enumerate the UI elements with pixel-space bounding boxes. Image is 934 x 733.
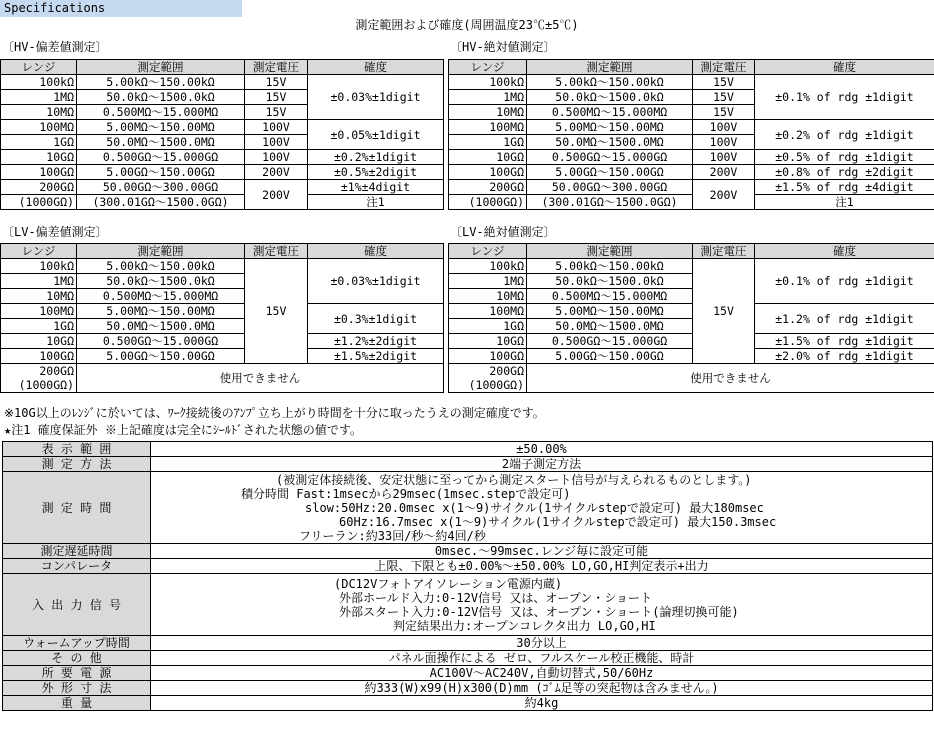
time-line: 積分時間 Fast:1msecから29msec(1msec.stepで設定可) bbox=[241, 486, 571, 501]
volt-cell: 15V bbox=[245, 105, 308, 120]
range-cell: 10GΩ bbox=[449, 334, 527, 349]
acc-cell: ±1.5% of rdg ±1digit bbox=[755, 334, 934, 349]
header-range: レンジ bbox=[1, 60, 77, 75]
header-meas: 測定範囲 bbox=[527, 244, 693, 259]
spec-label: そ の 他 bbox=[3, 651, 151, 666]
meas-cell: 0.500GΩ～15.000GΩ bbox=[77, 150, 245, 165]
table-row bbox=[1, 304, 444, 319]
range-cell: 1MΩ bbox=[449, 274, 527, 289]
range-cell bbox=[1, 364, 77, 393]
lv-abs-label: 〔LV-絶対値測定〕 bbox=[450, 225, 556, 239]
hv-diff-table bbox=[0, 59, 444, 210]
volt-cell: 100V bbox=[693, 135, 755, 150]
meas-cell: 5.00GΩ～150.00GΩ bbox=[527, 165, 693, 180]
acc-cell: ±1.2% of rdg ±1digit bbox=[755, 304, 934, 334]
range-cell: 100kΩ bbox=[1, 75, 77, 90]
table-row bbox=[449, 120, 934, 135]
range-cell: 10GΩ bbox=[1, 334, 77, 349]
volt-cell: 200V bbox=[693, 180, 755, 210]
spec-row-time bbox=[3, 472, 933, 544]
table-row bbox=[449, 150, 934, 165]
hv-abs-table bbox=[448, 59, 934, 210]
meas-cell: 5.00MΩ～150.00MΩ bbox=[527, 120, 693, 135]
table-row bbox=[1, 349, 444, 364]
meas-cell: 5.00MΩ～150.00MΩ bbox=[77, 304, 245, 319]
volt-cell: 15V bbox=[693, 90, 755, 105]
meas-cell: (300.01GΩ～1500.0GΩ) bbox=[77, 195, 245, 210]
meas-cell: 5.00kΩ～150.00kΩ bbox=[527, 259, 693, 274]
range-cell: 10MΩ bbox=[449, 289, 527, 304]
acc-cell: 注1 bbox=[308, 195, 444, 210]
acc-cell: ±1.5%±2digit bbox=[308, 349, 444, 364]
spec-row-power bbox=[3, 666, 933, 681]
header-range: レンジ bbox=[449, 60, 527, 75]
spec-value: 約333(W)x99(H)x300(D)mm (ｺﾞﾑ足等の突起物は含みません。) bbox=[151, 681, 933, 696]
acc-cell: ±0.03%±1digit bbox=[308, 259, 444, 304]
hv-diff-label: 〔HV-偏差値測定〕 bbox=[2, 40, 108, 54]
range-cell: 1MΩ bbox=[1, 274, 77, 289]
meas-cell: 5.00GΩ～150.00GΩ bbox=[77, 349, 245, 364]
table-row bbox=[1, 364, 444, 393]
meas-cell: 5.00MΩ～150.00MΩ bbox=[77, 120, 245, 135]
table-row bbox=[1, 195, 444, 210]
spec-label: 表 示 範 囲 bbox=[3, 442, 151, 457]
unusable-cell: 使用できません bbox=[527, 364, 934, 393]
meas-cell: (300.01GΩ～1500.0GΩ) bbox=[527, 195, 693, 210]
table-row bbox=[449, 180, 934, 195]
range-cell: 200GΩ bbox=[1, 180, 77, 195]
range-cell: (1000GΩ) bbox=[449, 195, 527, 210]
volt-cell: 15V bbox=[693, 105, 755, 120]
meas-cell: 5.00MΩ～150.00MΩ bbox=[527, 304, 693, 319]
meas-cell: 0.500GΩ～15.000GΩ bbox=[527, 150, 693, 165]
range-cell: (1000GΩ) bbox=[1, 195, 77, 210]
range-cell: 100kΩ bbox=[449, 259, 527, 274]
table-row bbox=[449, 259, 934, 274]
spec-row-other bbox=[3, 651, 933, 666]
table-row bbox=[1, 180, 444, 195]
spec-row-comparator bbox=[3, 559, 933, 574]
meas-cell: 5.00kΩ～150.00kΩ bbox=[77, 259, 245, 274]
meas-cell: 50.0kΩ～1500.0kΩ bbox=[527, 90, 693, 105]
note-accuracy: ★注1 確度保証外 ※上記確度は完全にｼｰﾙﾄﾞされた状態の値です。 bbox=[4, 423, 362, 437]
general-spec-table bbox=[2, 441, 933, 711]
table-row bbox=[449, 364, 934, 393]
spec-label: ウォームアップ時間 bbox=[3, 636, 151, 651]
volt-cell: 15V bbox=[245, 90, 308, 105]
range-cell: 1GΩ bbox=[1, 135, 77, 150]
range-cell: 1MΩ bbox=[449, 90, 527, 105]
table-row bbox=[1, 259, 444, 274]
range-cell: 1GΩ bbox=[1, 319, 77, 334]
range-cell: 10MΩ bbox=[1, 105, 77, 120]
volt-cell: 15V bbox=[245, 75, 308, 90]
table-row bbox=[449, 334, 934, 349]
meas-cell: 0.500MΩ～15.000MΩ bbox=[527, 105, 693, 120]
spec-label: 外 形 寸 法 bbox=[3, 681, 151, 696]
range-cell: 1GΩ bbox=[449, 319, 527, 334]
range-200g: 200GΩ bbox=[489, 364, 524, 378]
spec-label: 測定遅延時間 bbox=[3, 544, 151, 559]
volt-cell: 200V bbox=[245, 180, 308, 210]
spec-label: コンパレータ bbox=[3, 559, 151, 574]
range-cell: 100MΩ bbox=[449, 120, 527, 135]
unusable-cell: 使用できません bbox=[77, 364, 444, 393]
header-range: レンジ bbox=[1, 244, 77, 259]
lv-diff-label: 〔LV-偏差値測定〕 bbox=[2, 225, 108, 239]
time-line: slow:50Hz:20.0msec x(1～9)サイクル(1サイクルstepで設定可) 最大180msec bbox=[305, 500, 764, 515]
meas-cell: 50.0kΩ～1500.0kΩ bbox=[77, 90, 245, 105]
spec-row-method bbox=[3, 457, 933, 472]
acc-cell: ±0.5%±2digit bbox=[308, 165, 444, 180]
meas-cell: 5.00kΩ～150.00kΩ bbox=[77, 75, 245, 90]
io-line: 外部ホールド入力:0-12V信号 又は、オープン・ショート bbox=[339, 590, 653, 605]
lv-diff-table bbox=[0, 243, 444, 393]
header-volt: 測定電圧 bbox=[693, 60, 755, 75]
range-cell bbox=[449, 364, 527, 393]
range-200g: 200GΩ bbox=[39, 364, 74, 378]
spec-row-dims bbox=[3, 681, 933, 696]
meas-cell: 5.00kΩ～150.00kΩ bbox=[527, 75, 693, 90]
volt-cell: 200V bbox=[245, 165, 308, 180]
spec-row-display-range bbox=[3, 442, 933, 457]
spec-row-warmup bbox=[3, 636, 933, 651]
io-line: (DC12Vフォトアイソレーション電源内蔵) bbox=[334, 576, 563, 591]
lv-abs-table bbox=[448, 243, 934, 393]
range-1000g: (1000GΩ) bbox=[18, 378, 74, 392]
range-cell: 100GΩ bbox=[1, 165, 77, 180]
range-cell: 200GΩ bbox=[449, 180, 527, 195]
header-volt: 測定電圧 bbox=[245, 60, 308, 75]
table-row bbox=[449, 195, 934, 210]
header-acc: 確度 bbox=[755, 244, 934, 259]
spec-value: 0msec.～99msec.レンジ毎に設定可能 bbox=[151, 544, 933, 559]
range-1000g: (1000GΩ) bbox=[468, 378, 524, 392]
header-meas: 測定範囲 bbox=[77, 244, 245, 259]
hv-abs-label: 〔HV-絶対値測定〕 bbox=[450, 40, 556, 54]
range-cell: 100GΩ bbox=[1, 349, 77, 364]
meas-cell: 50.0kΩ～1500.0kΩ bbox=[77, 274, 245, 289]
meas-cell: 50.0kΩ～1500.0kΩ bbox=[527, 274, 693, 289]
spec-value: ±50.00% bbox=[151, 442, 933, 457]
acc-cell: ±0.5% of rdg ±1digit bbox=[755, 150, 934, 165]
spec-value: AC100V～AC240V,自動切替式,50/60Hz bbox=[151, 666, 933, 681]
table-row bbox=[449, 75, 934, 90]
spec-value: 約4kg bbox=[151, 696, 933, 711]
header-volt: 測定電圧 bbox=[693, 244, 755, 259]
spec-row-delay bbox=[3, 544, 933, 559]
specifications-tab[interactable]: Specifications bbox=[0, 0, 242, 17]
range-cell: 10MΩ bbox=[449, 105, 527, 120]
meas-cell: 0.500GΩ～15.000GΩ bbox=[77, 334, 245, 349]
spec-value: パネル面操作による ゼロ、フルスケール校正機能、時計 bbox=[151, 651, 933, 666]
spec-value bbox=[151, 574, 933, 636]
table-row bbox=[1, 120, 444, 135]
range-cell: 100MΩ bbox=[1, 120, 77, 135]
range-cell: 100GΩ bbox=[449, 349, 527, 364]
acc-cell: ±0.8% of rdg ±2digit bbox=[755, 165, 934, 180]
table-row bbox=[449, 165, 934, 180]
acc-cell: ±0.05%±1digit bbox=[308, 120, 444, 150]
meas-cell: 50.00GΩ～300.00GΩ bbox=[77, 180, 245, 195]
volt-cell: 100V bbox=[245, 150, 308, 165]
acc-cell: ±2.0% of rdg ±1digit bbox=[755, 349, 934, 364]
acc-cell: ±1.2%±2digit bbox=[308, 334, 444, 349]
spec-row-weight bbox=[3, 696, 933, 711]
meas-cell: 50.0MΩ～1500.0MΩ bbox=[527, 135, 693, 150]
table-row bbox=[449, 349, 934, 364]
header-range: レンジ bbox=[449, 244, 527, 259]
acc-cell: ±0.1% of rdg ±1digit bbox=[755, 75, 934, 120]
range-cell: 10GΩ bbox=[1, 150, 77, 165]
meas-cell: 50.0MΩ～1500.0MΩ bbox=[527, 319, 693, 334]
volt-cell: 15V bbox=[693, 259, 755, 364]
range-cell: 10MΩ bbox=[1, 289, 77, 304]
header-acc: 確度 bbox=[755, 60, 934, 75]
spec-label: 重 量 bbox=[3, 696, 151, 711]
io-line: 判定結果出力:オープンコレクタ出力 LO,GO,HI bbox=[393, 618, 656, 633]
spec-value: 2端子測定方法 bbox=[151, 457, 933, 472]
range-cell: 100kΩ bbox=[449, 75, 527, 90]
acc-cell: 注1 bbox=[755, 195, 934, 210]
spec-label: 測 定 時 間 bbox=[3, 472, 151, 544]
header-volt: 測定電圧 bbox=[245, 244, 308, 259]
table-row bbox=[449, 304, 934, 319]
acc-cell: ±0.2% of rdg ±1digit bbox=[755, 120, 934, 150]
spec-label: 所 要 電 源 bbox=[3, 666, 151, 681]
meas-cell: 0.500GΩ～15.000GΩ bbox=[527, 334, 693, 349]
acc-cell: ±0.1% of rdg ±1digit bbox=[755, 259, 934, 304]
header-acc: 確度 bbox=[308, 60, 444, 75]
io-line: 外部スタート入力:0-12V信号 又は、オープン・ショート(論理切換可能) bbox=[339, 604, 739, 619]
volt-cell: 100V bbox=[693, 150, 755, 165]
header-meas: 測定範囲 bbox=[77, 60, 245, 75]
table-row bbox=[1, 165, 444, 180]
spec-label: 入 出 力 信 号 bbox=[3, 574, 151, 636]
spec-value: 上限、下限とも±0.00%～±50.00% LO,GO,HI判定表示+出力 bbox=[151, 559, 933, 574]
note-range: ※10G以上のﾚﾝｼﾞに於いては、ﾜｰｸ接続後のｱﾝﾌﾟ立ち上がり時間を十分に取ったうえの測定確度です。 bbox=[4, 406, 545, 420]
page-title: 測定範囲および確度(周囲温度23℃±5℃) bbox=[355, 18, 579, 32]
table-row bbox=[1, 334, 444, 349]
acc-cell: ±1.5% of rdg ±4digit bbox=[755, 180, 934, 195]
volt-cell: 100V bbox=[245, 120, 308, 135]
meas-cell: 0.500MΩ～15.000MΩ bbox=[527, 289, 693, 304]
range-cell: 10GΩ bbox=[449, 150, 527, 165]
meas-cell: 5.00GΩ～150.00GΩ bbox=[77, 165, 245, 180]
meas-cell: 50.00GΩ～300.00GΩ bbox=[527, 180, 693, 195]
range-cell: 100GΩ bbox=[449, 165, 527, 180]
volt-cell: 15V bbox=[245, 259, 308, 364]
volt-cell: 15V bbox=[693, 75, 755, 90]
table-row bbox=[1, 75, 444, 90]
acc-cell: ±0.03%±1digit bbox=[308, 75, 444, 120]
time-line: (被測定体接続後、安定状態に至ってから測定スタート信号が与えられるものとします。) bbox=[276, 472, 752, 487]
acc-cell: ±0.3%±1digit bbox=[308, 304, 444, 334]
spec-label: 測 定 方 法 bbox=[3, 457, 151, 472]
range-cell: 1GΩ bbox=[449, 135, 527, 150]
meas-cell: 0.500MΩ～15.000MΩ bbox=[77, 289, 245, 304]
meas-cell: 50.0MΩ～1500.0MΩ bbox=[77, 319, 245, 334]
meas-cell: 5.00GΩ～150.00GΩ bbox=[527, 349, 693, 364]
table-row bbox=[1, 150, 444, 165]
range-cell: 100MΩ bbox=[1, 304, 77, 319]
meas-cell: 0.500MΩ～15.000MΩ bbox=[77, 105, 245, 120]
range-cell: 100MΩ bbox=[449, 304, 527, 319]
time-line: フリーラン:約33回/秒～約4回/秒 bbox=[299, 528, 486, 543]
volt-cell: 100V bbox=[245, 135, 308, 150]
meas-cell: 50.0MΩ～1500.0MΩ bbox=[77, 135, 245, 150]
acc-cell: ±1%±4digit bbox=[308, 180, 444, 195]
header-meas: 測定範囲 bbox=[527, 60, 693, 75]
volt-cell: 100V bbox=[693, 120, 755, 135]
time-line: 60Hz:16.7msec x(1～9)サイクル(1サイクルstepで設定可) 最大150.3msec bbox=[339, 514, 777, 529]
spec-value bbox=[151, 472, 933, 544]
spec-value: 30分以上 bbox=[151, 636, 933, 651]
spec-row-io bbox=[3, 574, 933, 636]
header-acc: 確度 bbox=[308, 244, 444, 259]
volt-cell: 200V bbox=[693, 165, 755, 180]
range-cell: 1MΩ bbox=[1, 90, 77, 105]
acc-cell: ±0.2%±1digit bbox=[308, 150, 444, 165]
range-cell: 100kΩ bbox=[1, 259, 77, 274]
